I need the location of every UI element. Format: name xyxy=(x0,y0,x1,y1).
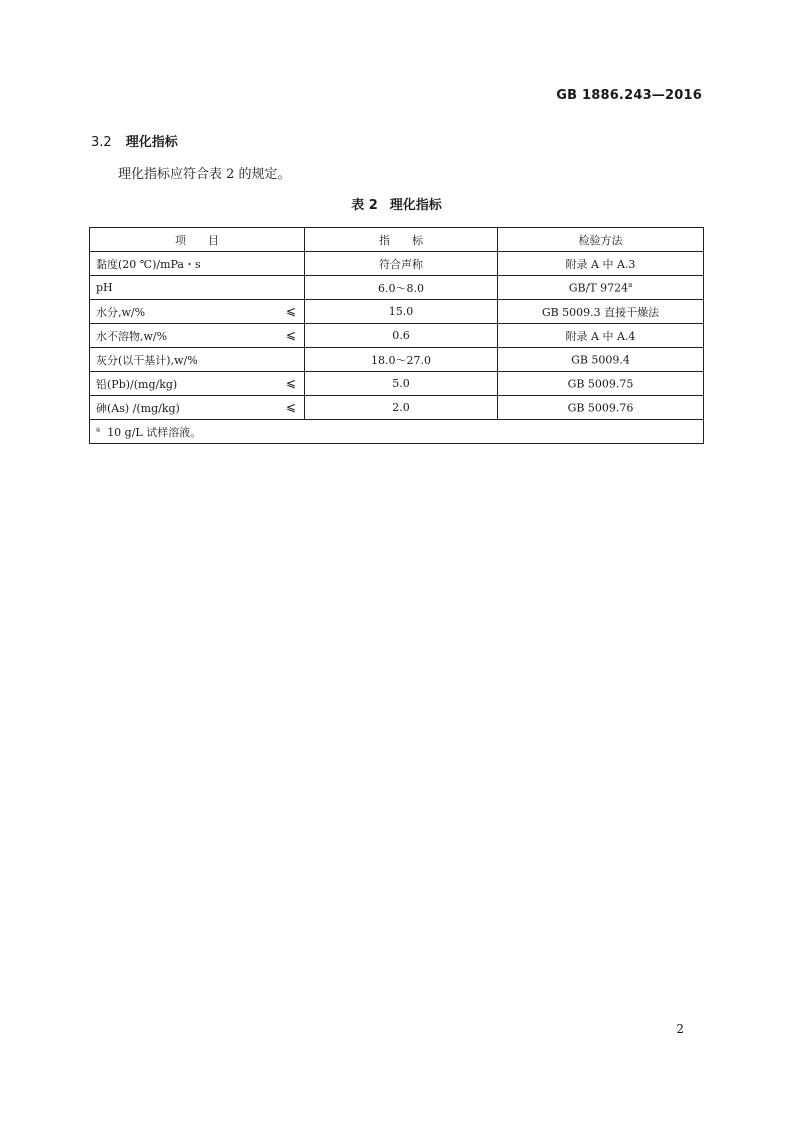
page-number: 2 xyxy=(676,1022,684,1036)
row-method xyxy=(498,348,704,372)
row-index: 18.0～27.0 xyxy=(305,348,498,372)
table-row xyxy=(90,348,704,372)
standard-code: GB 1886.243—2016 xyxy=(556,88,702,103)
row-method xyxy=(498,396,704,420)
header-index: 指 标 xyxy=(305,228,498,252)
row-item-label: 灰分(以干基计),w/% xyxy=(96,353,198,367)
row-method xyxy=(498,276,704,300)
footnote-mark: a xyxy=(96,424,101,433)
le-symbol: ⩽ xyxy=(285,304,296,318)
table-title: 理化指标 xyxy=(389,198,442,213)
table-row xyxy=(90,396,704,420)
table-row xyxy=(90,324,704,348)
le-symbol: ⩽ xyxy=(285,328,296,342)
footnote-text: 10 g/L 试样溶液。 xyxy=(107,425,202,439)
row-item xyxy=(90,276,305,300)
row-item-label: pH xyxy=(96,281,113,294)
row-method xyxy=(498,324,704,348)
row-index: 0.6 xyxy=(305,324,498,348)
row-item-label: 黏度(20 ℃)/mPa・s xyxy=(96,257,201,271)
section-heading xyxy=(91,131,178,150)
header-method: 检验方法 xyxy=(498,228,704,252)
le-symbol: ⩽ xyxy=(285,376,296,390)
table-row xyxy=(90,252,704,276)
table-footnote-row xyxy=(90,420,704,444)
table-row xyxy=(90,372,704,396)
row-index: 符合声称 xyxy=(305,252,498,276)
table-header-row xyxy=(90,228,704,252)
table-footnote xyxy=(90,420,704,444)
section-title: 理化指标 xyxy=(125,135,178,150)
le-symbol: ⩽ xyxy=(285,400,296,414)
table-caption xyxy=(0,194,793,213)
body-paragraph: 理化指标应符合表 2 的规定。 xyxy=(118,167,291,182)
row-method-label: 附录 A 中 A.3 xyxy=(565,257,636,271)
row-item-label: 水分,w/% xyxy=(96,305,146,319)
row-item-label: 砷(As) /(mg/kg) xyxy=(96,401,180,415)
row-item xyxy=(90,396,305,420)
row-index: 2.0 xyxy=(305,396,498,420)
row-method-label: GB/T 9724 xyxy=(568,281,629,295)
table-row xyxy=(90,300,704,324)
row-method xyxy=(498,300,704,324)
row-index: 15.0 xyxy=(305,300,498,324)
row-method xyxy=(498,372,704,396)
row-item xyxy=(90,300,305,324)
row-item xyxy=(90,324,305,348)
row-method-label: GB 5009.75 xyxy=(567,377,634,391)
header-item: 项 目 xyxy=(90,228,305,252)
spec-table xyxy=(89,227,704,444)
row-item-label: 铅(Pb)/(mg/kg) xyxy=(96,377,178,391)
row-item xyxy=(90,348,305,372)
row-item-label: 水不溶物,w/% xyxy=(96,329,168,343)
row-method-label: GB 5009.4 xyxy=(571,353,630,367)
table-number: 表 2 xyxy=(351,198,378,213)
table-row xyxy=(90,276,704,300)
row-method-label: GB 5009.76 xyxy=(567,401,634,415)
row-method-label: 附录 A 中 A.4 xyxy=(565,329,636,343)
row-method-label: GB 5009.3 直接干燥法 xyxy=(541,305,660,319)
row-method xyxy=(498,252,704,276)
row-item xyxy=(90,372,305,396)
row-index: 5.0 xyxy=(305,372,498,396)
section-number: 3.2 xyxy=(91,135,112,150)
row-item xyxy=(90,252,305,276)
footnote-ref: a xyxy=(628,280,633,289)
row-index: 6.0～8.0 xyxy=(305,276,498,300)
